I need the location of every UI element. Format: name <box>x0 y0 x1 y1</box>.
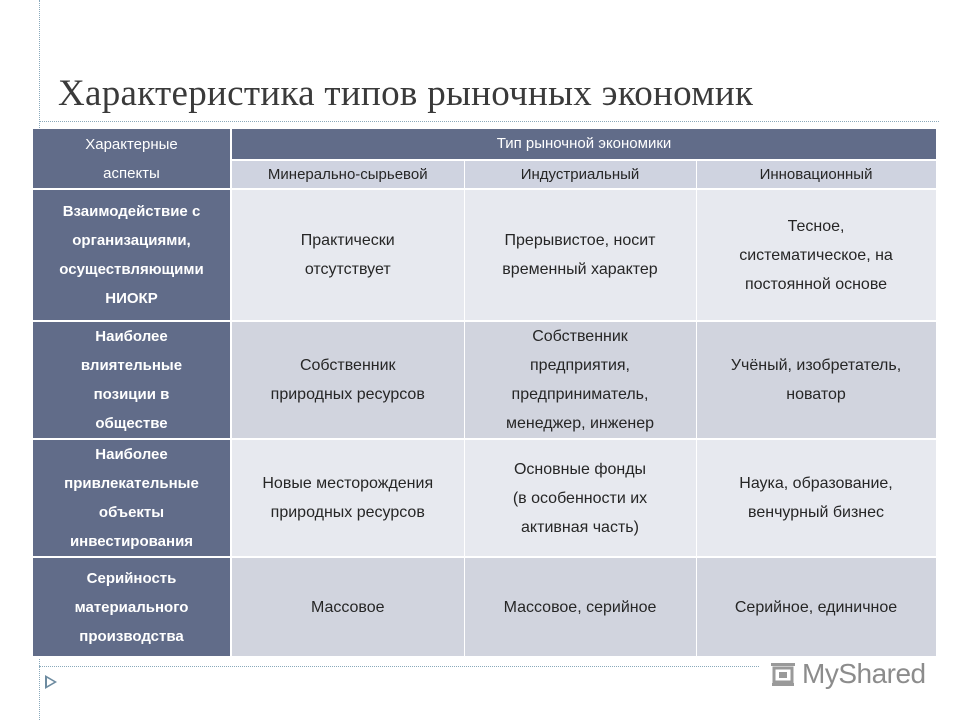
table-cell: Массовое <box>231 557 464 657</box>
page-title: Характеристика типов рыночных экономик <box>58 73 754 114</box>
column-header: Инновационный <box>696 160 936 189</box>
table-cell: Собственник предприятия, предприниматель, менеджер, инженер <box>464 321 696 439</box>
column-header: Индустриальный <box>464 160 696 189</box>
table-row <box>33 557 936 657</box>
row-header: Серийность материального производства <box>33 557 231 657</box>
table-cell: Практически отсутствует <box>231 189 464 321</box>
table-cell: Серийное, единичное <box>696 557 936 657</box>
aspects-header: Характерные аспекты <box>33 129 231 189</box>
row-header: Взаимодействие с организациями, осуществляющими НИОКР <box>33 189 231 321</box>
footer-divider <box>39 666 759 667</box>
title-divider <box>39 121 939 122</box>
table-row <box>33 189 936 321</box>
column-header: Минерально-сырьевой <box>231 160 464 189</box>
table-cell: Массовое, серийное <box>464 557 696 657</box>
table-cell: Наука, образование, венчурный бизнес <box>696 439 936 557</box>
table-row <box>33 321 936 439</box>
table-header-row <box>33 129 936 160</box>
table-cell: Новые месторождения природных ресурсов <box>231 439 464 557</box>
table-row <box>33 439 936 557</box>
economy-types-table <box>33 129 937 658</box>
table-cell: Учёный, изобретатель, новатор <box>696 321 936 439</box>
row-header: Наиболее влиятельные позиции в обществе <box>33 321 231 439</box>
table-cell: Тесное, систематическое, на постоянной основе <box>696 189 936 321</box>
myshared-watermark <box>768 656 926 692</box>
watermark-text: MyShared <box>802 658 926 689</box>
group-header: Тип рыночной экономики <box>231 129 936 160</box>
shared-logo-icon <box>768 659 798 689</box>
play-arrow-icon[interactable] <box>45 675 57 689</box>
table-cell: Основные фонды (в особенности их активная часть) <box>464 439 696 557</box>
table-cell: Прерывистое, носит временный характер <box>464 189 696 321</box>
row-header: Наиболее привлекательные объекты инвестирования <box>33 439 231 557</box>
table-cell: Собственник природных ресурсов <box>231 321 464 439</box>
